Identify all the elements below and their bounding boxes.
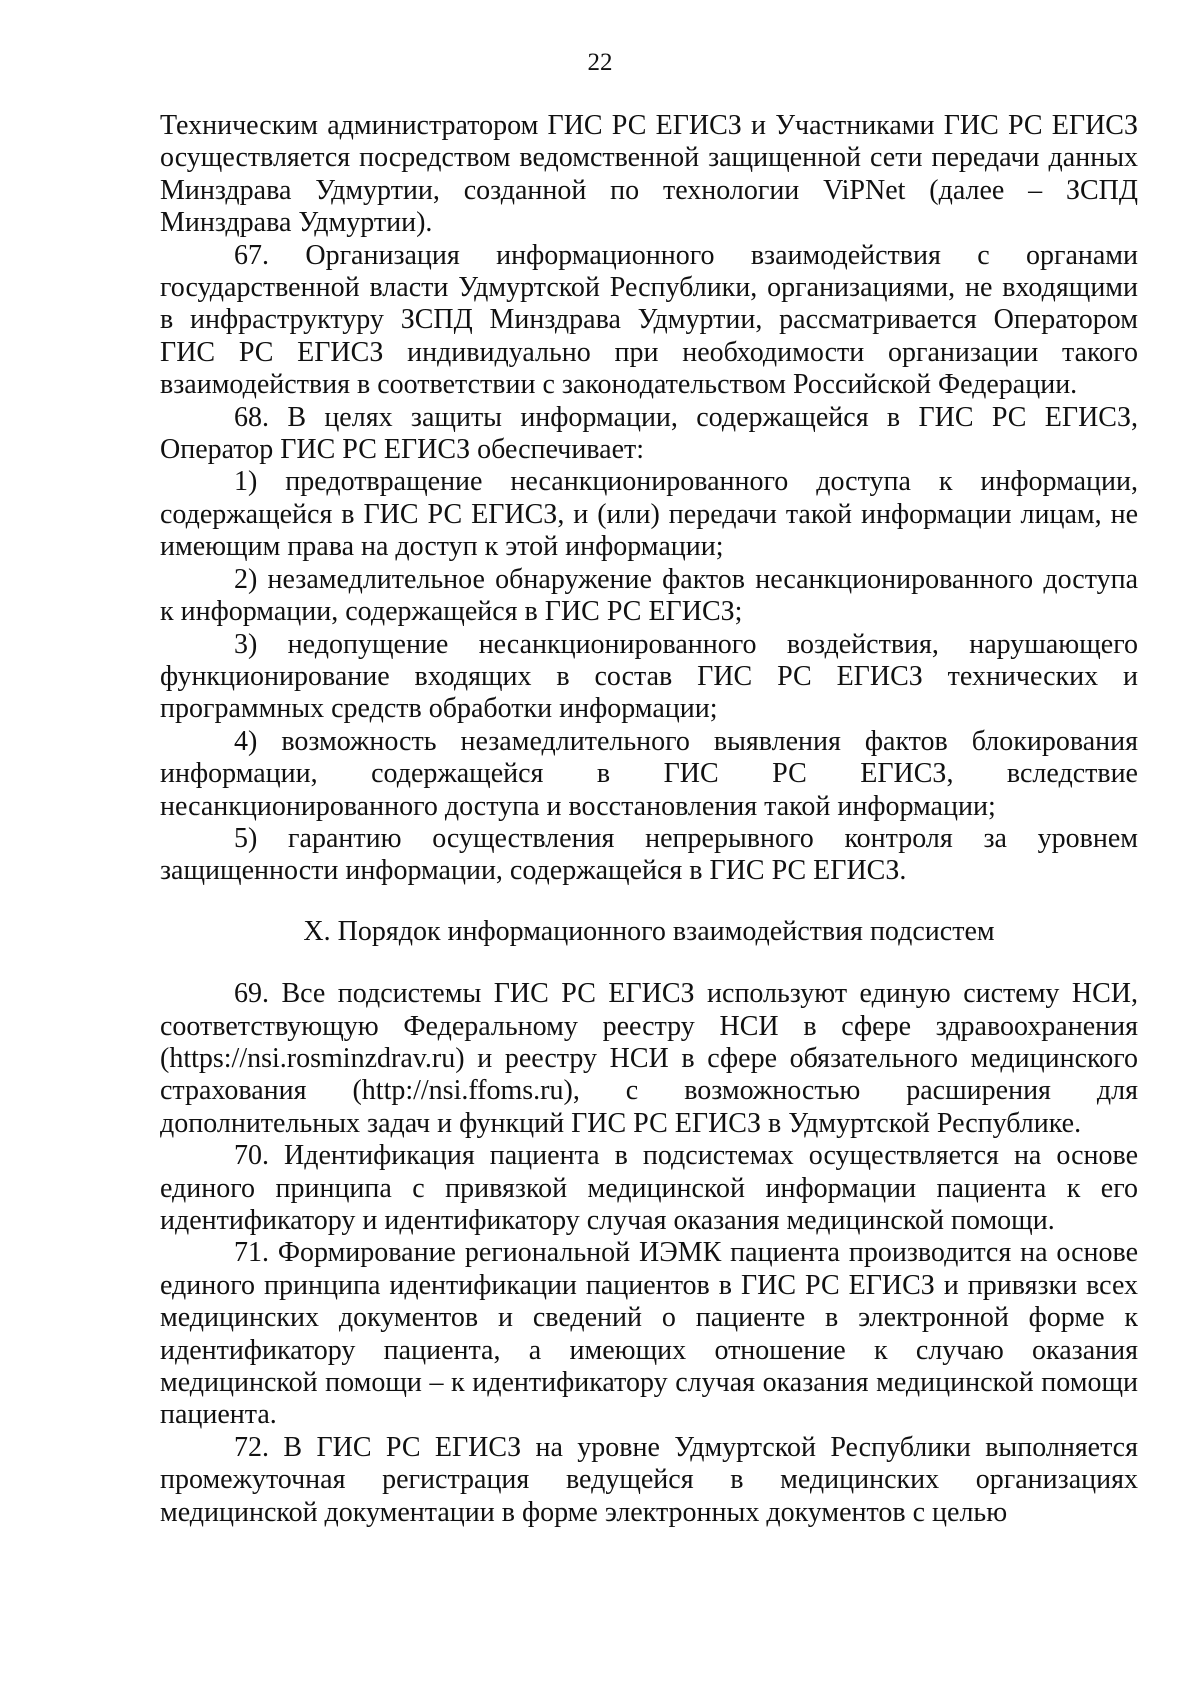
section-heading-x: X. Порядок информационного взаимодействия подсистем [303, 915, 995, 947]
paragraph-68-item-3: 3) недопущение несанкционированного воздействия, нарушающего функционирование входящих в состав ГИС РС ЕГИСЗ технических и программных средств обработки информации; [160, 628, 1138, 725]
paragraph-71: 71. Формирование региональной ИЭМК пациента производится на основе единого принципа идентификации пациентов в ГИС РС ЕГИСЗ и привязки всех медицинских документов и сведений о пациенте в электронной форме к идентификатору пациента, а имеющих отношение к случаю оказания медицинской помощи – к идентификатору случая оказания медицинской помощи пациента. [160, 1237, 1138, 1431]
document-body [160, 110, 1138, 1529]
paragraph-68-item-2: 2) незамедлительное обнаружение фактов несанкционированного доступа к информации, содержащейся в ГИС РС ЕГИСЗ; [160, 563, 1138, 628]
paragraph-72: 72. В ГИС РС ЕГИСЗ на уровне Удмуртской Республики выполняется промежуточная регистрация ведущейся в медицинских организациях медицинской документации в форме электронных документов с целью [160, 1431, 1138, 1528]
paragraph-67: 67. Организация информационного взаимодействия с органами государственной власти Удмуртской Республики, организациями, не входящими в инфраструктуру ЗСПД Минздрава Удмуртии, рассматривается Оператором ГИС РС ЕГИСЗ индивидуально при необходимости организации такого взаимодействия в соответствии с законодательством Российской Федерации. [160, 239, 1138, 401]
paragraph-68-item-1: 1) предотвращение несанкционированного доступа к информации, содержащейся в ГИС РС ЕГИСЗ, и (или) передачи такой информации лицам, не имеющим права на доступ к этой информации; [160, 466, 1138, 563]
paragraph-69: 69. Все подсистемы ГИС РС ЕГИСЗ используют единую систему НСИ, соответствующую Федеральному реестру НСИ в сфере здравоохранения (https://nsi.rosminzdrav.ru) и реестру НСИ в сфере обязательного медицинского страхования (http://nsi.ffoms.ru), с возможностью расширения для дополнительных задач и функций ГИС РС ЕГИСЗ в Удмуртской Республике. [160, 978, 1138, 1139]
paragraph-70: 70. Идентификация пациента в подсистемах осуществляется на основе единого принципа с привязкой медицинской информации пациента к его идентификатору и идентификатору случая оказания медицинской помощи. [160, 1140, 1138, 1236]
page-number: 22 [587, 49, 613, 76]
paragraph-68-item-4: 4) возможность незамедлительного выявления фактов блокирования информации, содержащейся в ГИС РС ЕГИСЗ, вследствие несанкционированного доступа и восстановления такой информации; [160, 725, 1138, 822]
paragraph-continuation: Техническим администратором ГИС РС ЕГИСЗ и Участниками ГИС РС ЕГИСЗ осуществляется посредством ведомственной защищенной сети передачи данных Минздрава Удмуртии, созданной по технологии ViPNet (далее – ЗСПД Минздрава Удмуртии). [160, 110, 1138, 239]
paragraph-68-item-5: 5) гарантию осуществления непрерывного контроля за уровнем защищенности информации, содержащейся в ГИС РС ЕГИСЗ. [160, 822, 1138, 887]
paragraph-68: 68. В целях защиты информации, содержащейся в ГИС РС ЕГИСЗ, Оператор ГИС РС ЕГИСЗ обеспечивает: [160, 401, 1138, 466]
